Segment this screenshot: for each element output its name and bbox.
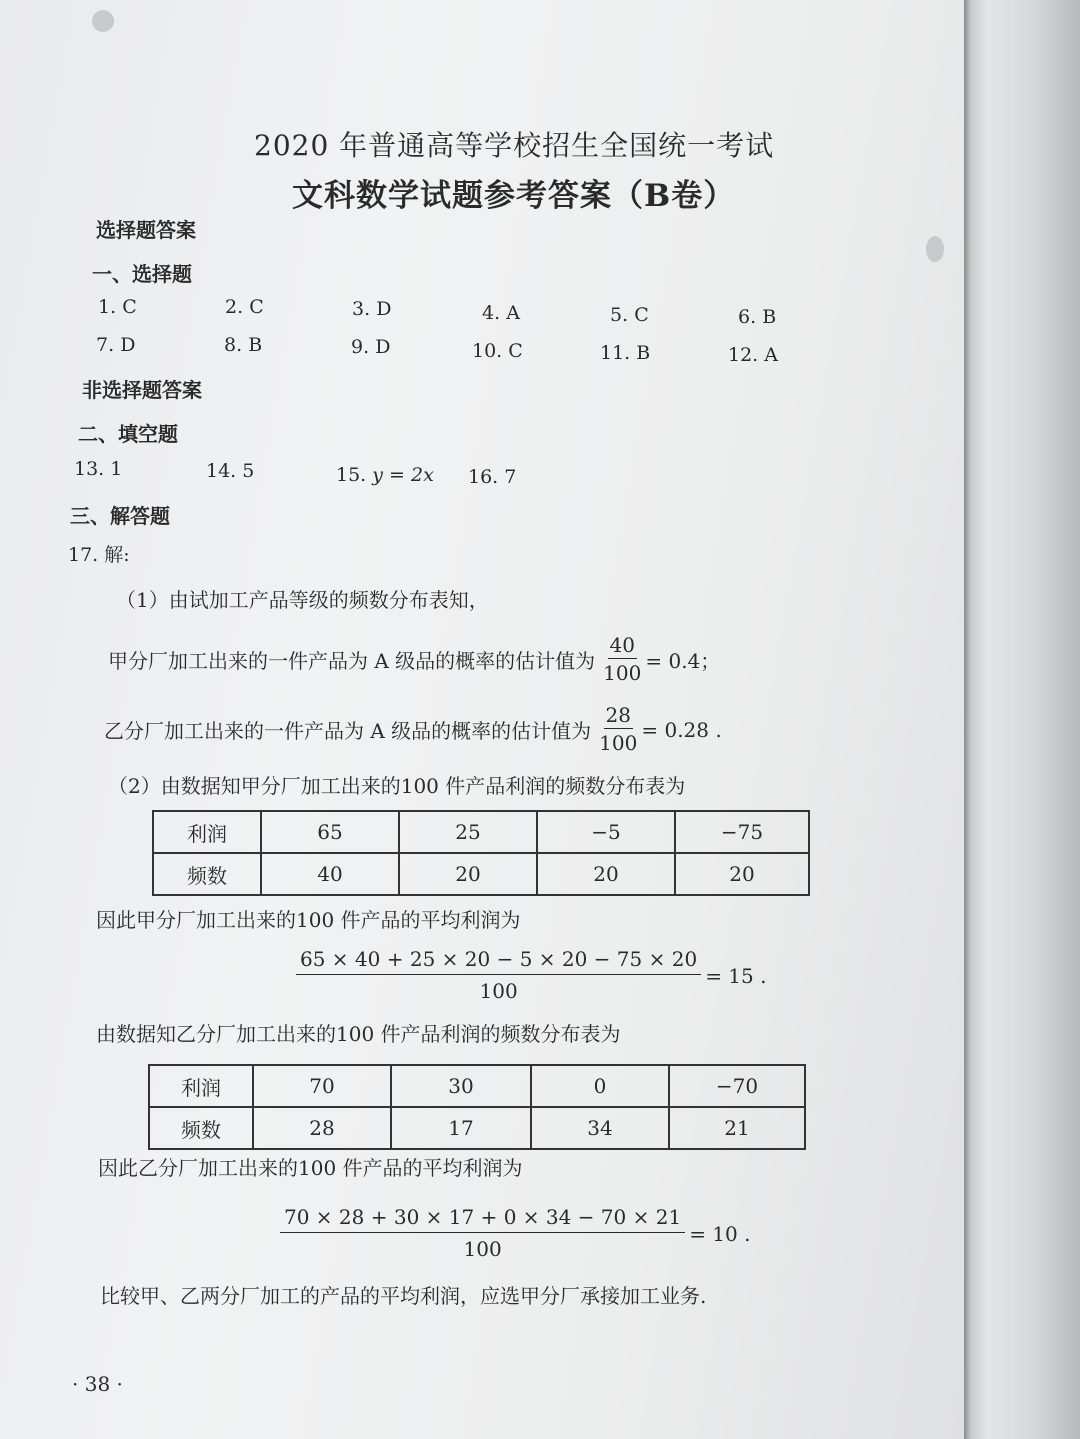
part-two-heading: 二、填空题	[78, 422, 178, 446]
yi-average-formula: $\frac{70 \times 28 + 30 \times 17 + 0 \times 34 - 70 \times 21}{100}$ = 10 .	[280, 1202, 750, 1265]
exam-title: 2020 年普通高等学校招生全国统一考试	[254, 129, 775, 162]
choice-answer: 9. D	[351, 336, 391, 358]
table-row	[149, 1107, 805, 1149]
adjacent-page-edge	[964, 0, 1080, 1439]
question-17-label: 17. 解:	[68, 544, 130, 566]
fill-answer: 14. 5	[206, 460, 255, 482]
choice-answer: 4. A	[482, 302, 520, 324]
table-cell: 30	[391, 1065, 531, 1107]
choice-answer: 6. B	[738, 306, 777, 328]
answer-key-title: 文科数学试题参考答案（B卷）	[292, 178, 736, 214]
jia-average-intro: 因此甲分厂加工出来的100 件产品的平均利润为	[96, 908, 521, 932]
table-header-cell: 利润	[149, 1065, 253, 1107]
choice-answer: 1. C	[98, 296, 137, 318]
part-three-heading: 三、解答题	[70, 504, 170, 528]
non-choice-heading: 非选择题答案	[82, 378, 202, 402]
table-cell: 40	[261, 853, 399, 895]
yi-table-intro: 由数据知乙分厂加工出来的100 件产品利润的频数分布表为	[96, 1022, 621, 1046]
table-cell: 21	[669, 1107, 805, 1149]
table-header-cell: 频数	[153, 853, 261, 895]
table-cell: 65	[261, 811, 399, 853]
choice-answer: 11. B	[600, 342, 651, 364]
binding-hole	[926, 236, 944, 262]
yi-probability-line: 乙分厂加工出来的一件产品为 A 级品的概率的估计值为 $\frac{28}{100}$ = 0.28 .	[104, 703, 722, 755]
table-row	[149, 1065, 805, 1107]
yi-fraction: $\frac{28}{100}$	[599, 703, 638, 755]
yi-frequency-table	[148, 1064, 806, 1150]
table-cell: 0	[531, 1065, 669, 1107]
jia-average-formula: $\frac{65 \times 40 + 25 \times 20 - 5 \times 20 - 75 \times 20}{100}$ = 15 .	[296, 944, 766, 1007]
part-one-heading: 一、选择题	[92, 262, 192, 286]
table-row	[153, 853, 809, 895]
fill-answer: 13. 1	[74, 458, 123, 480]
table-cell: −70	[669, 1065, 805, 1107]
table-cell: 34	[531, 1107, 669, 1149]
jia-frequency-table	[152, 810, 810, 896]
choice-answer: 2. C	[225, 296, 264, 318]
choice-answer: 8. B	[224, 334, 263, 356]
yi-average-intro: 因此乙分厂加工出来的100 件产品的平均利润为	[98, 1156, 523, 1180]
table-cell: −75	[675, 811, 809, 853]
fill-answer: 16. 7	[468, 466, 517, 488]
choice-section-heading: 选择题答案	[96, 218, 196, 242]
table-header-cell: 频数	[149, 1107, 253, 1149]
choice-answer: 7. D	[96, 334, 136, 356]
choice-answer: 12. A	[728, 344, 778, 366]
binding-hole	[92, 10, 114, 32]
part-2-intro: （2）由数据知甲分厂加工出来的100 件产品利润的频数分布表为	[108, 774, 686, 798]
table-cell: 17	[391, 1107, 531, 1149]
fill-answer: 15. y = 2x	[336, 464, 434, 486]
choice-answer: 10. C	[472, 340, 523, 362]
choice-answer: 5. C	[610, 304, 649, 326]
table-cell: 70	[253, 1065, 391, 1107]
table-cell: 20	[537, 853, 675, 895]
table-header-cell: 利润	[153, 811, 261, 853]
table-cell: 25	[399, 811, 537, 853]
part-1-intro: （1）由试加工产品等级的频数分布表知，	[116, 588, 489, 612]
conclusion-text: 比较甲、乙两分厂加工的产品的平均利润，应选甲分厂承接加工业务.	[100, 1284, 707, 1308]
table-cell: 20	[675, 853, 809, 895]
jia-probability-line: 甲分厂加工出来的一件产品为 A 级品的概率的估计值为 $\frac{40}{100}$ = 0.4；	[108, 633, 721, 685]
choice-answer: 3. D	[352, 298, 392, 320]
table-row	[153, 811, 809, 853]
page-number: · 38 ·	[72, 1372, 123, 1396]
table-cell: −5	[537, 811, 675, 853]
jia-fraction: $\frac{40}{100}$	[603, 633, 642, 685]
table-cell: 20	[399, 853, 537, 895]
table-cell: 28	[253, 1107, 391, 1149]
